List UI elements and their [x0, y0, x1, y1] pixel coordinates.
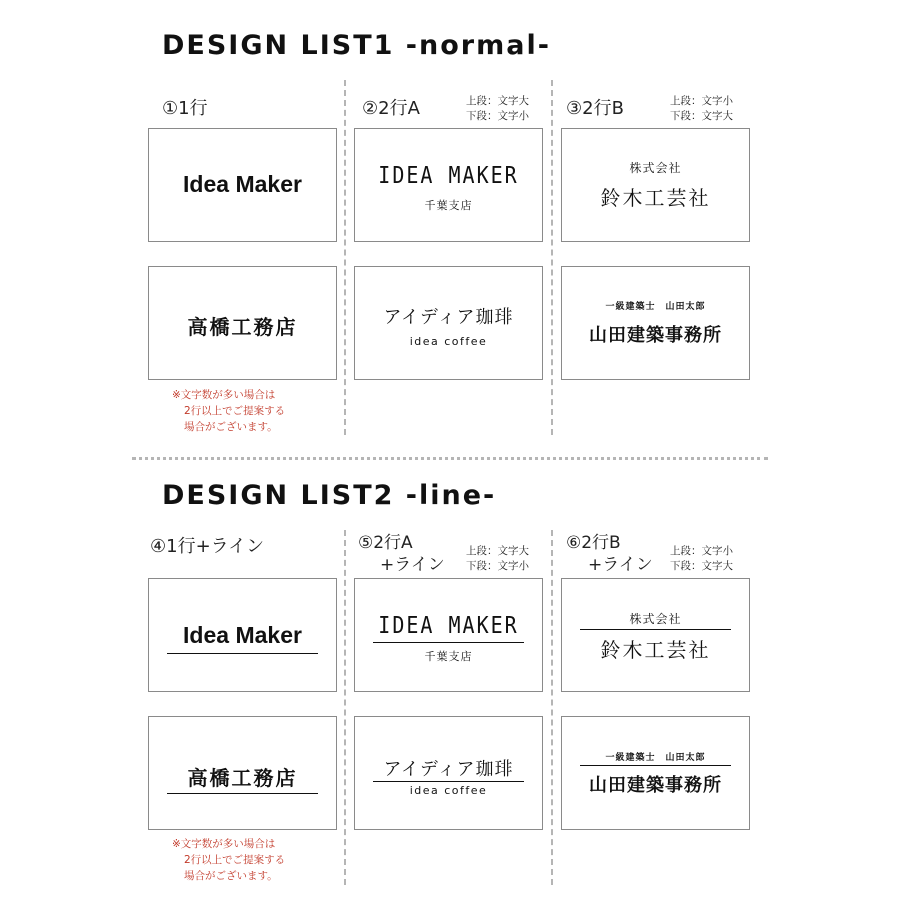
design-card-4-2	[148, 716, 337, 830]
section-separator	[132, 457, 768, 460]
header-line: +ライン	[588, 555, 653, 575]
design-card-5-2	[354, 716, 543, 830]
card-main-text: 山田建築事務所	[589, 325, 722, 346]
header-line: ⑤2行A	[358, 533, 413, 553]
remark-line: ※文字数が多い場合は	[172, 838, 276, 850]
card-sub-text: idea coffee	[409, 784, 488, 797]
column-divider	[344, 80, 346, 435]
col2-note	[466, 94, 529, 124]
design-card-3-1	[561, 128, 750, 242]
design-card-4-1	[148, 578, 337, 692]
underline-rule	[167, 793, 318, 794]
underline-rule	[373, 781, 524, 782]
col3-header	[566, 532, 653, 576]
col3-note	[670, 544, 733, 574]
design-card-6-1	[561, 578, 750, 692]
card-main-text: 高橋工務店	[187, 766, 298, 790]
card-main-text: IDEA MAKER	[378, 161, 519, 189]
design-card-5-1	[354, 578, 543, 692]
design-card-6-2	[561, 716, 750, 830]
card-sub-text: 一級建築士 山田太郎	[605, 753, 706, 763]
card-main-text: アイディア珈琲	[383, 759, 514, 780]
note-top: 上段：文字小	[670, 545, 733, 557]
header-line: +ライン	[380, 555, 445, 575]
column-divider	[551, 80, 553, 435]
col2-note	[466, 544, 529, 574]
underline-rule	[167, 653, 318, 654]
column-divider	[344, 530, 346, 885]
design-card-2-1	[354, 128, 543, 242]
card-main-text: アイディア珈琲	[383, 307, 514, 328]
remark-line: 2行以上でご提案する	[184, 405, 286, 417]
remark-line: ※文字数が多い場合は	[172, 389, 276, 401]
note-bottom: 下段：文字小	[466, 560, 529, 572]
remark-line: 場合がございます。	[184, 870, 278, 882]
header-line: ⑥2行B	[566, 533, 621, 553]
card-main-text: 高橋工務店	[187, 315, 298, 339]
underline-rule	[373, 642, 524, 643]
card-main-text: Idea Maker	[183, 171, 302, 197]
card-main-text: 山田建築事務所	[589, 775, 722, 796]
card-main-text: 鈴木工芸社	[600, 186, 711, 210]
note-bottom: 下段：文字大	[670, 560, 733, 572]
column-divider	[551, 530, 553, 885]
card-sub-text: 株式会社	[629, 612, 682, 626]
col1-header: ①1行	[162, 98, 208, 119]
col3-header: ③2行B	[566, 98, 624, 119]
remark-note	[172, 387, 285, 435]
card-main-text: 鈴木工芸社	[600, 638, 711, 662]
design-card-1-1	[148, 128, 337, 242]
design-card-3-2	[561, 266, 750, 380]
col1-header: ④1行+ライン	[150, 536, 265, 557]
col2-header: ②2行A	[362, 98, 420, 119]
card-sub-text: 株式会社	[629, 161, 682, 175]
note-top: 上段：文字大	[466, 95, 529, 107]
note-bottom: 下段：文字大	[670, 110, 733, 122]
section1-title: DESIGN LIST1 -normal-	[162, 30, 551, 61]
note-bottom: 下段：文字小	[466, 110, 529, 122]
col2-header	[358, 532, 445, 576]
card-sub-text: 千葉支店	[424, 650, 473, 663]
design-card-2-2	[354, 266, 543, 380]
section2-title: DESIGN LIST2 -line-	[162, 480, 497, 511]
card-main-text: IDEA MAKER	[378, 611, 519, 639]
remark-line: 2行以上でご提案する	[184, 854, 286, 866]
card-sub-text: idea coffee	[409, 335, 488, 348]
note-top: 上段：文字大	[466, 545, 529, 557]
underline-rule	[580, 629, 731, 630]
underline-rule	[580, 765, 731, 766]
card-sub-text: 千葉支店	[424, 199, 473, 212]
col3-note	[670, 94, 733, 124]
design-card-1-2	[148, 266, 337, 380]
card-main-text: Idea Maker	[183, 622, 302, 648]
card-sub-text: 一級建築士 山田太郎	[605, 302, 706, 312]
remark-note	[172, 836, 285, 884]
note-top: 上段：文字小	[670, 95, 733, 107]
remark-line: 場合がございます。	[184, 421, 278, 433]
